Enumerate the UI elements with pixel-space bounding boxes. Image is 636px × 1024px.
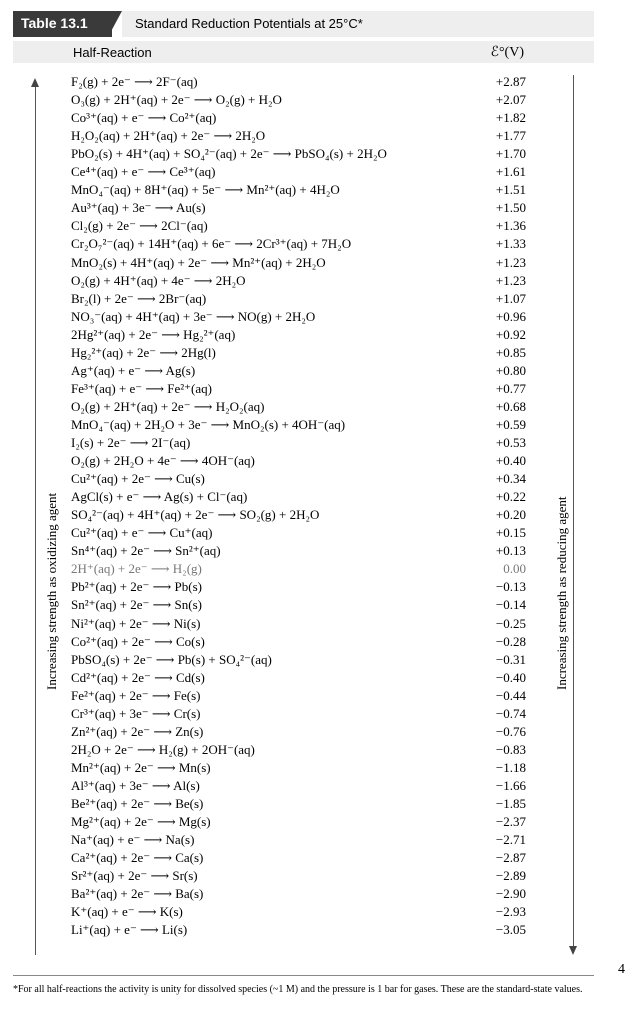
potential-cell: −1.66 <box>495 777 526 793</box>
potential-cell: +0.85 <box>495 344 526 360</box>
half-reaction-cell: Mg²⁺(aq) + 2e⁻ ⟶ Mg(s) <box>71 814 211 830</box>
half-reaction-cell: 2Hg²⁺(aq) + 2e⁻ ⟶ Hg₂²⁺(aq) <box>71 326 236 342</box>
potential-cell: −2.90 <box>495 886 526 902</box>
table-row <box>0 452 636 470</box>
table-row <box>0 560 636 578</box>
potential-cell: +1.50 <box>495 200 526 216</box>
table-row <box>0 615 636 633</box>
table-row <box>0 578 636 596</box>
potential-cell: −0.28 <box>495 633 526 649</box>
half-reaction-cell: 2H⁺(aq) + 2e⁻ ⟶ H₂(g) <box>71 561 202 577</box>
half-reaction-cell: Ca²⁺(aq) + 2e⁻ ⟶ Ca(s) <box>71 850 204 866</box>
potential-cell: −2.89 <box>495 868 526 884</box>
half-reaction-cell: Br₂(l) + 2e⁻ ⟶ 2Br⁻(aq) <box>71 290 207 306</box>
table-row <box>0 326 636 344</box>
potential-cell: +0.80 <box>495 362 526 378</box>
potential-cell: −0.76 <box>495 723 526 739</box>
table-row <box>0 651 636 669</box>
potential-cell: +2.07 <box>495 92 526 108</box>
half-reaction-cell: Be²⁺(aq) + 2e⁻ ⟶ Be(s) <box>71 796 204 811</box>
half-reaction-cell: Ag⁺(aq) + e⁻ ⟶ Ag(s) <box>71 362 196 378</box>
table-row <box>0 795 636 813</box>
potential-cell: +0.40 <box>495 453 526 469</box>
table-row <box>0 290 636 308</box>
half-reaction-cell: O₂(g) + 2H₂O + 4e⁻ ⟶ 4OH⁻(aq) <box>71 453 255 469</box>
half-reaction-cell: O₂(g) + 4H⁺(aq) + 4e⁻ ⟶ 2H₂O <box>71 272 246 288</box>
table-row <box>0 885 636 903</box>
table-row <box>0 633 636 651</box>
potential-cell: −0.13 <box>495 579 526 595</box>
half-reaction-cell: Ce⁴⁺(aq) + e⁻ ⟶ Ce³⁺(aq) <box>71 164 216 180</box>
half-reaction-cell: H₂O₂(aq) + 2H⁺(aq) + 2e⁻ ⟶ 2H₂O <box>71 128 266 144</box>
potential-cell: +1.23 <box>495 254 526 270</box>
half-reaction-cell: Pb²⁺(aq) + 2e⁻ ⟶ Pb(s) <box>71 579 202 595</box>
half-reaction-cell: Al³⁺(aq) + 3e⁻ ⟶ Al(s) <box>71 777 200 793</box>
table-row <box>0 777 636 795</box>
potential-cell: +0.77 <box>495 380 526 396</box>
left-axis-label: Increasing strength as oxidizing agent <box>44 492 59 690</box>
potential-cell: −0.44 <box>495 687 526 703</box>
table-row <box>0 109 636 127</box>
half-reaction-cell: Ba²⁺(aq) + 2e⁻ ⟶ Ba(s) <box>71 886 204 902</box>
table-row <box>0 723 636 741</box>
half-reaction-cell: MnO₄⁻(aq) + 8H⁺(aq) + 5e⁻ ⟶ Mn²⁺(aq) + 4H₂O <box>71 182 340 198</box>
potential-cell: −0.14 <box>495 597 526 613</box>
column-header-potential: ℰ°(V) <box>490 45 524 60</box>
half-reaction-cell: Cd²⁺(aq) + 2e⁻ ⟶ Cd(s) <box>71 669 205 685</box>
half-reaction-cell: O₂(g) + 2H⁺(aq) + 2e⁻ ⟶ H₂O₂(aq) <box>71 398 265 414</box>
potential-cell: −0.40 <box>495 669 526 685</box>
half-reaction-cell: Fe²⁺(aq) + 2e⁻ ⟶ Fe(s) <box>71 687 201 703</box>
potential-cell: +1.36 <box>495 218 526 234</box>
potential-cell: +0.92 <box>495 326 526 342</box>
table-row <box>0 181 636 199</box>
half-reaction-cell: Hg₂²⁺(aq) + 2e⁻ ⟶ 2Hg(l) <box>71 344 216 360</box>
potential-cell: −2.87 <box>495 850 526 866</box>
half-reaction-cell: PbO₂(s) + 4H⁺(aq) + SO₄²⁻(aq) + 2e⁻ ⟶ PbSO₄(s) + 2H₂O <box>71 146 387 162</box>
table-row <box>0 362 636 380</box>
table-row <box>0 903 636 921</box>
potential-cell: +1.70 <box>495 146 526 162</box>
potential-cell: +1.82 <box>495 110 526 126</box>
half-reaction-cell: Ni²⁺(aq) + 2e⁻ ⟶ Ni(s) <box>71 615 201 631</box>
table-row <box>0 813 636 831</box>
half-reaction-cell: Au³⁺(aq) + 3e⁻ ⟶ Au(s) <box>71 200 206 216</box>
potential-cell: +0.22 <box>495 489 526 505</box>
table-row <box>0 344 636 362</box>
table-row <box>0 91 636 109</box>
potential-cell: −1.18 <box>495 759 526 775</box>
potential-cell: −0.25 <box>495 615 526 631</box>
potential-cell: +0.15 <box>495 525 526 541</box>
table-row <box>0 416 636 434</box>
table-row <box>0 199 636 217</box>
table-row <box>0 127 636 145</box>
table-title: Standard Reduction Potentials at 25°C* <box>135 16 363 31</box>
table-row <box>0 596 636 614</box>
potential-cell: +1.23 <box>495 272 526 288</box>
table-row <box>0 542 636 560</box>
table-header <box>13 11 594 37</box>
footnote: *For all half-reactions the activity is unity for dissolved species (~1 M) and the pressure is 1 bar for gases. These are the standard-state values. <box>13 984 583 995</box>
half-reaction-cell: 2H₂O + 2e⁻ ⟶ H₂(g) + 2OH⁻(aq) <box>71 741 255 757</box>
half-reaction-cell: Co³⁺(aq) + e⁻ ⟶ Co²⁺(aq) <box>71 110 217 126</box>
table-row <box>0 380 636 398</box>
half-reaction-cell: MnO₄⁻(aq) + 2H₂O + 3e⁻ ⟶ MnO₂(s) + 4OH⁻(aq) <box>71 416 346 432</box>
table-number: Table 13.1 <box>21 15 88 31</box>
table-tab-slant <box>108 11 122 37</box>
half-reaction-cell: I₂(s) + 2e⁻ ⟶ 2I⁻(aq) <box>71 435 191 450</box>
potential-cell: −3.05 <box>495 922 526 938</box>
potential-cell: +1.77 <box>495 128 526 144</box>
table-row <box>0 235 636 253</box>
table-row <box>0 217 636 235</box>
potential-cell: +0.13 <box>495 543 526 559</box>
half-reaction-cell: PbSO₄(s) + 2e⁻ ⟶ Pb(s) + SO₄²⁻(aq) <box>71 651 272 667</box>
potential-cell: +0.59 <box>495 416 526 432</box>
half-reaction-cell: Cu²⁺(aq) + e⁻ ⟶ Cu⁺(aq) <box>71 525 213 541</box>
table-row <box>0 308 636 326</box>
half-reaction-cell: Co²⁺(aq) + 2e⁻ ⟶ Co(s) <box>71 633 205 649</box>
half-reaction-cell: Fe³⁺(aq) + e⁻ ⟶ Fe²⁺(aq) <box>71 380 212 396</box>
table-row <box>0 705 636 723</box>
table-row <box>0 867 636 885</box>
right-axis-label: Increasing strength as reducing agent <box>554 496 569 690</box>
potential-cell: −0.83 <box>495 741 526 757</box>
table-row <box>0 272 636 290</box>
half-reaction-cell: Na⁺(aq) + e⁻ ⟶ Na(s) <box>71 832 195 848</box>
half-reaction-cell: Cl₂(g) + 2e⁻ ⟶ 2Cl⁻(aq) <box>71 218 208 234</box>
table-row <box>0 163 636 181</box>
potential-cell: +2.87 <box>495 74 526 89</box>
table-row <box>0 434 636 452</box>
half-reaction-cell: K⁺(aq) + e⁻ ⟶ K(s) <box>71 904 183 920</box>
potential-cell: +1.51 <box>495 182 526 198</box>
potential-cell: −2.93 <box>495 904 526 920</box>
potential-cell: +0.53 <box>495 435 526 450</box>
table-row <box>0 759 636 777</box>
potential-cell: −2.71 <box>495 832 526 848</box>
half-reaction-cell: F₂(g) + 2e⁻ ⟶ 2F⁻(aq) <box>71 74 198 89</box>
table-row <box>0 741 636 759</box>
half-reaction-cell: Cr₂O₇²⁻(aq) + 14H⁺(aq) + 6e⁻ ⟶ 2Cr³⁺(aq) + 7H₂O <box>71 236 352 252</box>
potential-cell: +1.61 <box>495 164 526 180</box>
potential-cell: +0.20 <box>495 507 526 523</box>
table-row <box>0 398 636 416</box>
table-row <box>0 921 636 939</box>
table-row <box>0 687 636 705</box>
table-row <box>0 488 636 506</box>
half-reaction-cell: O₃(g) + 2H⁺(aq) + 2e⁻ ⟶ O₂(g) + H₂O <box>71 92 282 108</box>
table-row <box>0 145 636 163</box>
half-reaction-cell: SO₄²⁻(aq) + 4H⁺(aq) + 2e⁻ ⟶ SO₂(g) + 2H₂O <box>71 507 320 523</box>
potential-cell: +1.07 <box>495 290 526 306</box>
column-header-row <box>13 41 594 63</box>
potential-cell: +0.68 <box>495 398 526 414</box>
half-reaction-cell: Cr³⁺(aq) + 3e⁻ ⟶ Cr(s) <box>71 705 201 721</box>
potential-cell: +0.96 <box>495 308 526 324</box>
table-row <box>0 73 636 91</box>
potential-cell: −1.85 <box>495 796 526 811</box>
column-header-half-reaction: Half-Reaction <box>73 45 152 60</box>
potential-cell: −2.37 <box>495 814 526 830</box>
half-reaction-cell: Zn²⁺(aq) + 2e⁻ ⟶ Zn(s) <box>71 723 204 739</box>
half-reaction-cell: NO₃⁻(aq) + 4H⁺(aq) + 3e⁻ ⟶ NO(g) + 2H₂O <box>71 308 316 324</box>
table-row <box>0 524 636 542</box>
half-reaction-cell: Li⁺(aq) + e⁻ ⟶ Li(s) <box>71 922 188 938</box>
potential-cell: +1.33 <box>495 236 526 252</box>
potential-cell: +0.34 <box>495 471 526 487</box>
table-row <box>0 254 636 272</box>
half-reaction-cell: Sn⁴⁺(aq) + 2e⁻ ⟶ Sn²⁺(aq) <box>71 543 221 559</box>
half-reaction-cell: Sn²⁺(aq) + 2e⁻ ⟶ Sn(s) <box>71 597 202 613</box>
footnote-divider <box>13 975 594 976</box>
potential-cell: −0.74 <box>495 705 526 721</box>
page-number: 4 <box>618 962 625 977</box>
half-reaction-cell: Sr²⁺(aq) + 2e⁻ ⟶ Sr(s) <box>71 868 198 884</box>
half-reaction-cell: AgCl(s) + e⁻ ⟶ Ag(s) + Cl⁻(aq) <box>71 489 248 505</box>
table-row <box>0 470 636 488</box>
potential-cell: −0.31 <box>495 651 526 667</box>
table-row <box>0 506 636 524</box>
table-row <box>0 849 636 867</box>
half-reaction-cell: MnO₂(s) + 4H⁺(aq) + 2e⁻ ⟶ Mn²⁺(aq) + 2H₂O <box>71 254 326 270</box>
right-axis-arrow-down <box>569 946 577 955</box>
half-reaction-cell: Cu²⁺(aq) + 2e⁻ ⟶ Cu(s) <box>71 471 205 487</box>
table-row <box>0 831 636 849</box>
half-reaction-cell: Mn²⁺(aq) + 2e⁻ ⟶ Mn(s) <box>71 759 211 775</box>
potential-cell: 0.00 <box>503 561 526 577</box>
table-row <box>0 669 636 687</box>
